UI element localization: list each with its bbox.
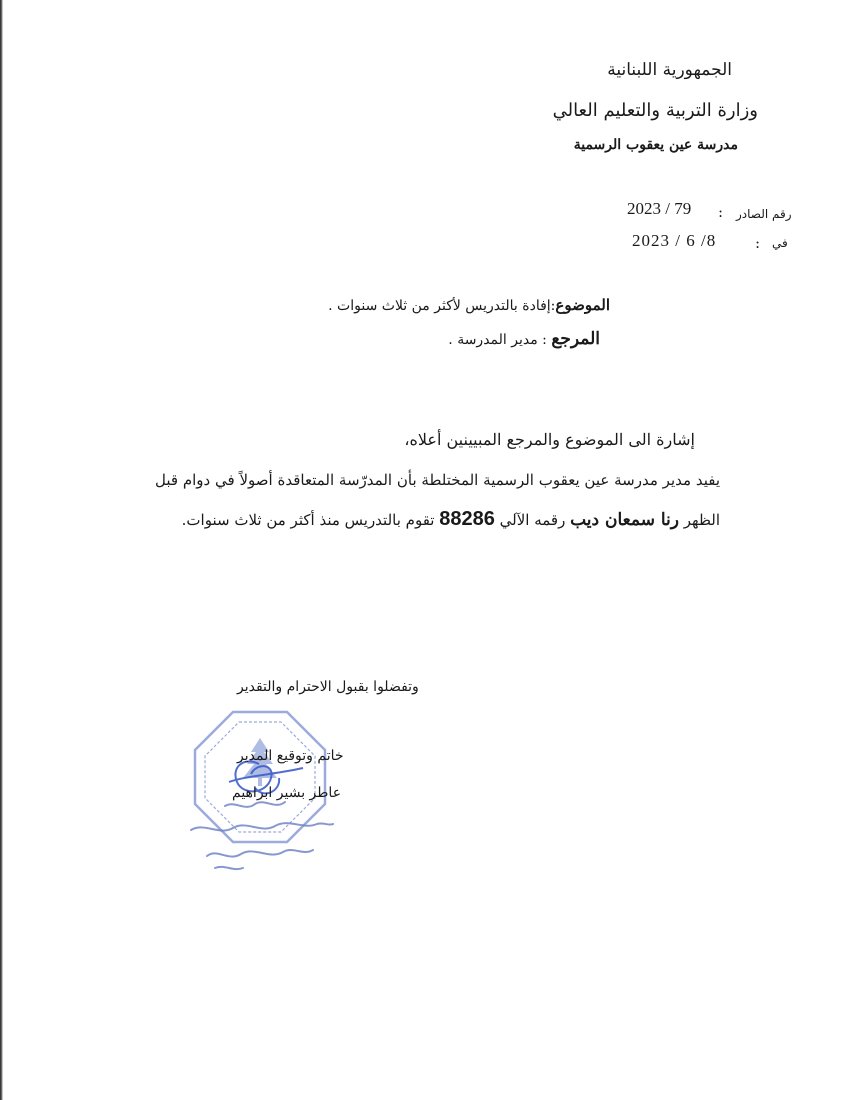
subject-line [328, 296, 610, 314]
body-paragraph [155, 461, 720, 540]
date-label: في [772, 236, 788, 250]
outgoing-number-value: 2023 / 79 [627, 199, 692, 218]
principal-name: عاطر بشير ابراهيم [232, 785, 342, 801]
body-text-part1: يفيد مدير مدرسة عين يعقوب الرسمية المختلطة بأن المدرّسة المتعاقدة أصولاً في دوام قبل الظهر [155, 471, 720, 529]
teacher-number: 88286 [439, 508, 495, 530]
date-value: 2023 / 6 /8 [632, 231, 717, 250]
date-colon: : [755, 234, 761, 252]
body-text-part3: تقوم بالتدريس منذ أكثر من ثلاث سنوات. [181, 511, 440, 529]
body-text-part2: رقمه الآلي [494, 511, 571, 529]
reference-line [448, 329, 600, 349]
outgoing-number-colon: : [718, 203, 724, 221]
signature-title: خاتم وتوقيع المدير [237, 748, 344, 764]
republic-heading: الجمهورية اللبنانية [607, 60, 732, 80]
subject-text: :إفادة بالتدريس لأكثر من ثلاث سنوات . [328, 298, 556, 314]
closing-regards: وتفضلوا بقبول الاحترام والتقدير [237, 679, 419, 695]
body-greeting: إشارة الى الموضوع والمرجع المبيينين أعلاه، [404, 430, 695, 449]
reference-text: : مدير المدرسة . [448, 332, 552, 348]
reference-label: المرجع [551, 329, 600, 349]
scan-edge [0, 0, 3, 1100]
ministry-heading: وزارة التربية والتعليم العالي [552, 100, 758, 121]
subject-label: الموضوع [555, 296, 610, 314]
teacher-name: رنا سمعان ديب [570, 510, 679, 530]
outgoing-number-label: رقم الصادر [736, 207, 792, 221]
school-heading: مدرسة عين يعقوب الرسمية [573, 137, 738, 153]
